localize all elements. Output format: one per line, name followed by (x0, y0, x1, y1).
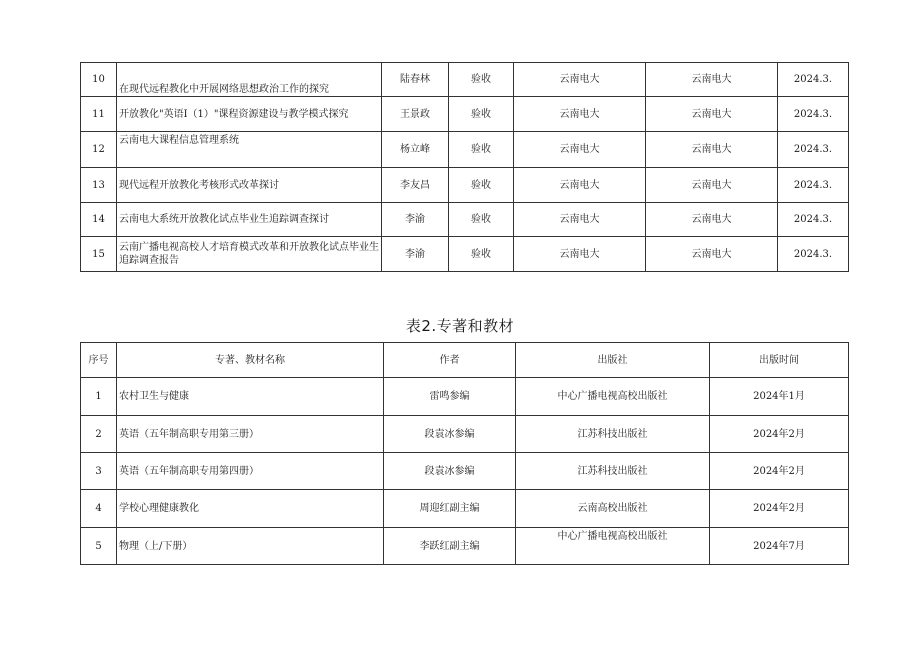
approving-unit: 云南电大 (646, 63, 778, 97)
book-title: 英语（五年制高职专用第四册） (117, 453, 384, 490)
project-date: 2024.3. (778, 132, 849, 168)
row-number: 2 (81, 416, 117, 453)
approving-unit: 云南电大 (646, 132, 778, 168)
project-status: 验收 (449, 237, 514, 272)
project-date: 2024.3. (778, 63, 849, 97)
book-author: 李跃红副主编 (384, 528, 516, 565)
project-title: 云南电大系统开放教化试点毕业生追踪调查探讨 (117, 203, 382, 237)
table-row (81, 168, 849, 203)
project-date: 2024.3. (778, 203, 849, 237)
book-title: 学校心理健康教化 (117, 490, 384, 528)
header-date: 出版时间 (710, 343, 849, 378)
row-number: 11 (81, 97, 117, 132)
table-row (81, 237, 849, 272)
book-title: 农村卫生与健康 (117, 378, 384, 416)
row-number: 3 (81, 453, 117, 490)
publications-table (80, 342, 849, 565)
book-title: 物理（上/下册） (117, 528, 384, 565)
header-author: 作者 (384, 343, 516, 378)
project-leader: 李友昌 (382, 168, 449, 203)
header-name: 专著、教材名称 (117, 343, 384, 378)
book-author: 周迎红副主编 (384, 490, 516, 528)
host-unit: 云南电大 (514, 132, 646, 168)
table-row (81, 416, 849, 453)
approving-unit: 云南电大 (646, 237, 778, 272)
publish-date: 2024年7月 (710, 528, 849, 565)
project-leader: 杨立峰 (382, 132, 449, 168)
publish-date: 2024年1月 (710, 378, 849, 416)
project-status: 验收 (449, 132, 514, 168)
table-row (81, 490, 849, 528)
row-number: 4 (81, 490, 117, 528)
project-date: 2024.3. (778, 237, 849, 272)
header-no: 序号 (81, 343, 117, 378)
book-publisher: 江苏科技出版社 (516, 453, 710, 490)
project-title: 开放教化"英语I（1）"课程资源建设与教学模式探究 (117, 97, 382, 132)
host-unit: 云南电大 (514, 203, 646, 237)
header-row (81, 343, 849, 378)
row-number: 1 (81, 378, 117, 416)
project-status: 验收 (449, 203, 514, 237)
project-leader: 李渝 (382, 203, 449, 237)
publish-date: 2024年2月 (710, 453, 849, 490)
project-status: 验收 (449, 97, 514, 132)
table-row (81, 528, 849, 565)
approving-unit: 云南电大 (646, 97, 778, 132)
host-unit: 云南电大 (514, 63, 646, 97)
row-number: 13 (81, 168, 117, 203)
book-publisher: 江苏科技出版社 (516, 416, 710, 453)
project-status: 验收 (449, 63, 514, 97)
book-publisher: 中心广播电视高校出版社 (516, 378, 710, 416)
table-row (81, 97, 849, 132)
book-publisher: 中心广播电视高校出版社 (516, 528, 710, 565)
row-number: 5 (81, 528, 117, 565)
project-title: 现代远程开放教化考核形式改革探讨 (117, 168, 382, 203)
table-row (81, 453, 849, 490)
host-unit: 云南电大 (514, 168, 646, 203)
project-date: 2024.3. (778, 168, 849, 203)
row-number: 14 (81, 203, 117, 237)
project-leader: 陆春林 (382, 63, 449, 97)
book-publisher: 云南高校出版社 (516, 490, 710, 528)
book-author: 段袁冰参编 (384, 453, 516, 490)
row-number: 12 (81, 132, 117, 168)
host-unit: 云南电大 (514, 237, 646, 272)
table-row (81, 132, 849, 168)
project-leader: 李渝 (382, 237, 449, 272)
table-row (81, 203, 849, 237)
book-author: 雷鸣参编 (384, 378, 516, 416)
publish-date: 2024年2月 (710, 490, 849, 528)
row-number: 10 (81, 63, 117, 97)
project-title: 在现代远程教化中开展网络思想政治工作的探究 (117, 63, 382, 97)
book-author: 段袁冰参编 (384, 416, 516, 453)
approving-unit: 云南电大 (646, 168, 778, 203)
row-number: 15 (81, 237, 117, 272)
table-title: 表2.专著和教材 (405, 317, 515, 335)
approving-unit: 云南电大 (646, 203, 778, 237)
book-title: 英语（五年制高职专用第三册） (117, 416, 384, 453)
header-publisher: 出版社 (516, 343, 710, 378)
project-leader: 王景政 (382, 97, 449, 132)
table-row (81, 378, 849, 416)
project-title: 云南广播电视高校人才培育模式改革和开放教化试点毕业生追踪调查报告 (117, 237, 382, 272)
host-unit: 云南电大 (514, 97, 646, 132)
project-status: 验收 (449, 168, 514, 203)
publish-date: 2024年2月 (710, 416, 849, 453)
research-projects-table (80, 62, 849, 272)
table-row (81, 63, 849, 97)
project-date: 2024.3. (778, 97, 849, 132)
project-title: 云南电大课程信息管理系统 (117, 132, 382, 168)
